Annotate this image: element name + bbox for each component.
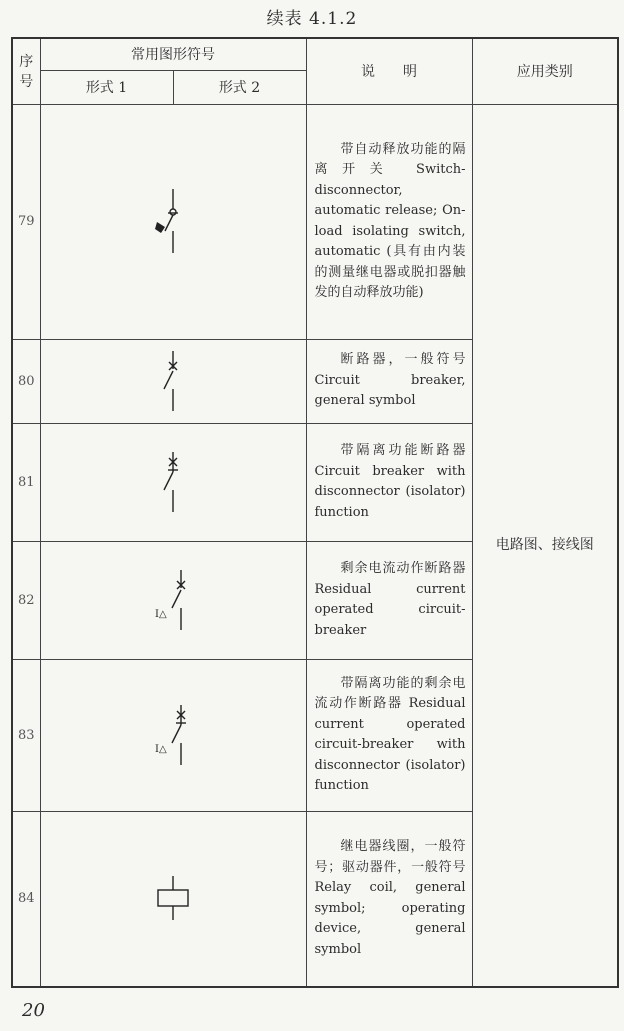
page-number: 20: [22, 1000, 45, 1021]
symbol-cell: [40, 659, 306, 811]
row-description: 带隔离功能断路器 Circuit breaker with disconnector (isolator) function: [306, 423, 472, 541]
table-row: [12, 104, 618, 339]
symbol-cell: [40, 423, 306, 541]
row-number: 81: [12, 423, 40, 541]
svg-text:I△: I△: [155, 609, 167, 620]
row-description: 剩余电流动作断路器 Residual current operated circuit-breaker: [306, 541, 472, 659]
row-number: 79: [12, 104, 40, 339]
header-symbol: 常用图形符号: [40, 38, 306, 70]
residual-current-breaker-disconnector-icon: [143, 703, 203, 767]
row-description: 带隔离功能的剩余电流动作断路器 Residual current operated circuit-breaker with disconnector (isolator) function: [306, 659, 472, 811]
residual-current-breaker-icon: [143, 568, 203, 632]
symbol-table: [11, 37, 619, 988]
symbol-cell: [40, 541, 306, 659]
row-number: 80: [12, 339, 40, 423]
header-form2: 形式 2: [173, 70, 306, 104]
symbol-cell: [40, 104, 306, 339]
svg-text:I△: I△: [155, 744, 167, 755]
row-description: 继电器线圈，一般符号；驱动器件，一般符号 Relay coil, general symbol; operating device, general symbol: [306, 811, 472, 987]
header-description: 说 明: [306, 38, 472, 104]
row-number: 83: [12, 659, 40, 811]
row-description: 断路器，一般符号 Circuit breaker, general symbol: [306, 339, 472, 423]
circuit-breaker-icon: [153, 349, 193, 413]
row-description: 带自动释放功能的隔离开关 Switch-disconnector, automatic release; On-load isolating switch, automatic (具有由内装的测量继电器或脱扣器触发的自动释放功能): [306, 104, 472, 339]
row-number: 84: [12, 811, 40, 987]
row-number: 82: [12, 541, 40, 659]
header-form1: 形式 1: [40, 70, 173, 104]
symbol-cell: [40, 811, 306, 987]
header-category: 应用类别: [472, 38, 618, 104]
auto-release-switch-disconnector-icon: [143, 187, 203, 257]
page-title: 续表 4.1.2: [266, 9, 358, 29]
circuit-breaker-disconnector-icon: [153, 450, 193, 514]
header-row: [12, 38, 618, 70]
relay-coil-icon: [148, 874, 198, 924]
header-index: 序 号: [12, 38, 40, 104]
symbol-cell: [40, 339, 306, 423]
category-cell: 电路图、接线图: [472, 104, 618, 987]
